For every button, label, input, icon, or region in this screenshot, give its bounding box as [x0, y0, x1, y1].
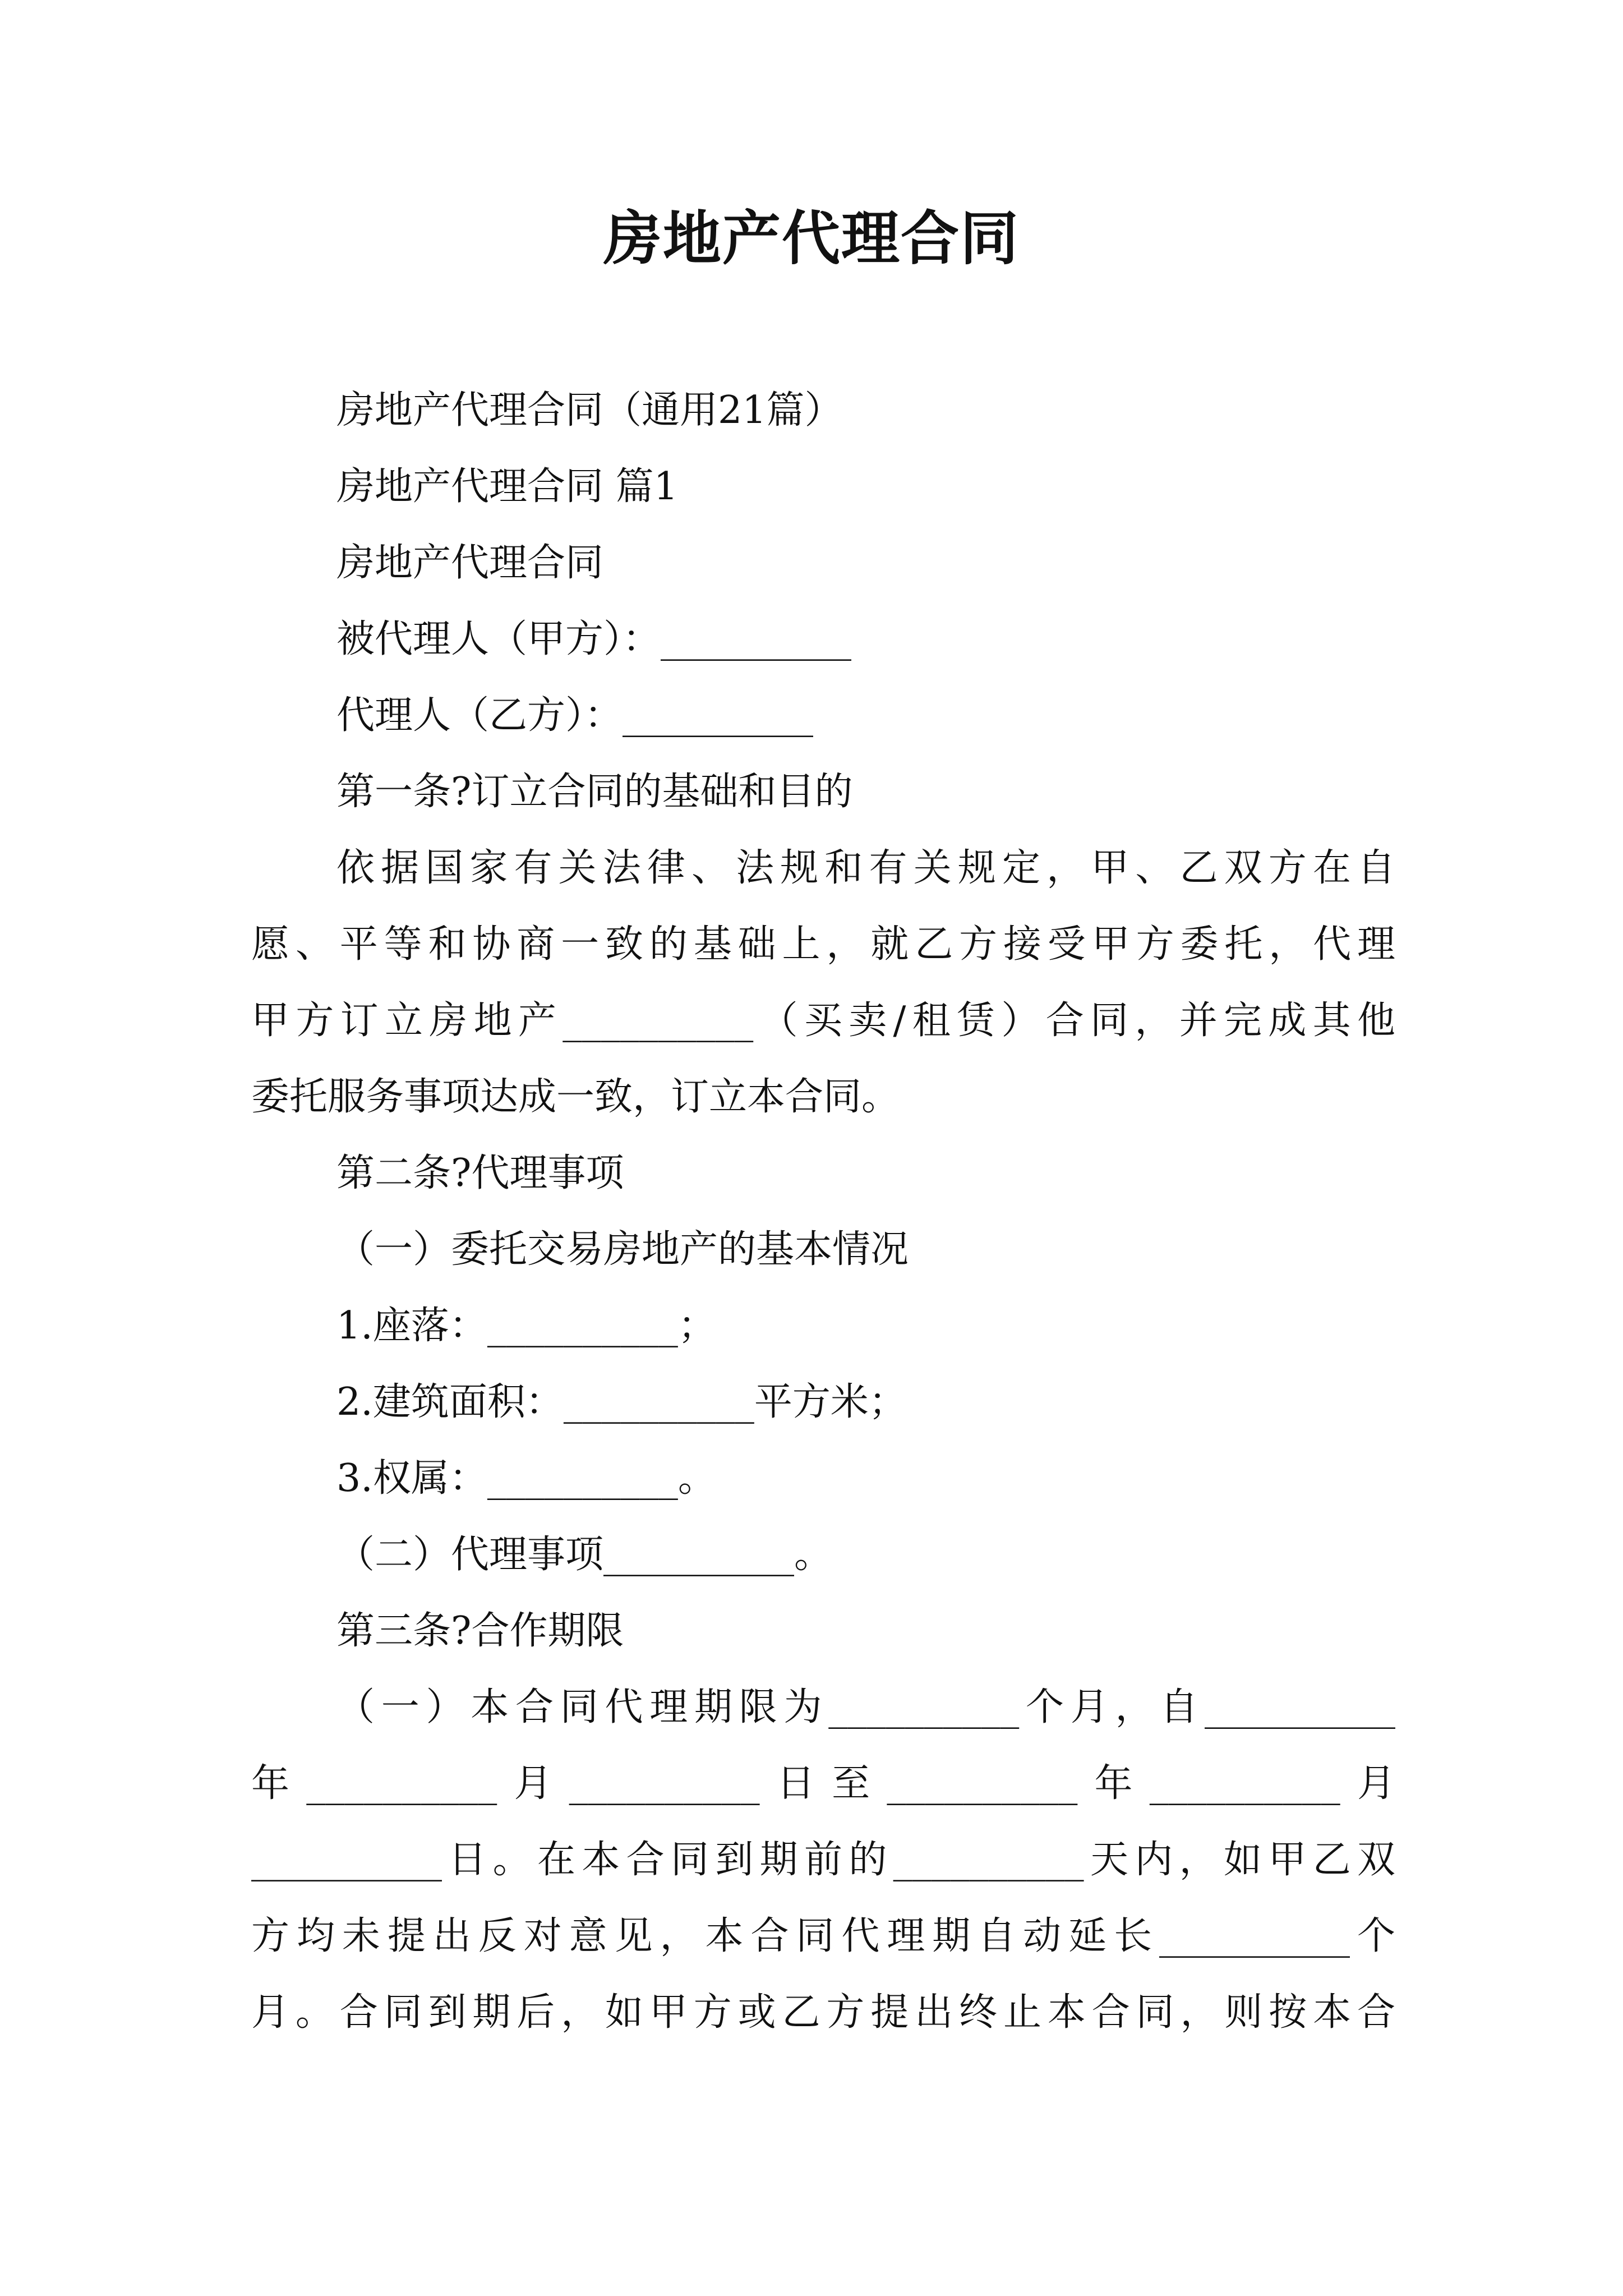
- doc-line-11: 第二条?代理事项: [336, 1151, 624, 1195]
- doc-line-16: （二）代理事项__________。: [336, 1533, 833, 1577]
- doc-line-3: 房地产代理合同: [336, 541, 604, 585]
- doc-line-18: （一）本合同代理期限为__________个月，自__________: [336, 1685, 1395, 1729]
- doc-line-21: 方均未提出反对意见，本合同代理期自动延长__________个: [251, 1914, 1395, 1958]
- doc-line-1: 房地产代理合同（通用21篇）: [336, 388, 843, 432]
- doc-line-6: 第一条?订立合同的基础和目的: [336, 770, 853, 814]
- doc-line-20: __________日。在本合同到期前的__________天内，如甲乙双: [251, 1838, 1395, 1882]
- doc-line-19: 年__________月__________日至__________年__________月: [251, 1761, 1395, 1806]
- doc-line-2: 房地产代理合同 篇1: [336, 464, 678, 509]
- doc-line-5: 代理人（乙方）：__________: [336, 693, 814, 738]
- doc-line-22: 月。合同到期后，如甲方或乙方提出终止本合同，则按本合: [251, 1990, 1395, 2035]
- doc-line-4: 被代理人（甲方）：__________: [336, 617, 852, 661]
- doc-line-13: 1.座落：__________；: [336, 1304, 716, 1348]
- doc-line-17: 第三条?合作期限: [336, 1609, 624, 1653]
- doc-line-10: 委托服务事项达成一致，订立本合同。: [251, 1075, 900, 1119]
- doc-line-15: 3.权属：__________。: [336, 1456, 716, 1501]
- document-title: 房地产代理合同: [603, 204, 1020, 273]
- doc-line-12: （一）委托交易房地产的基本情况: [336, 1227, 909, 1272]
- doc-line-14: 2.建筑面积：__________平方米；: [336, 1380, 907, 1424]
- doc-line-9: 甲方订立房地产__________（买卖/租赁）合同，并完成其他: [251, 999, 1395, 1043]
- doc-line-7: 依据国家有关法律、法规和有关规定，甲、乙双方在自: [336, 846, 1395, 890]
- doc-line-8: 愿、平等和协商一致的基础上，就乙方接受甲方委托，代理: [251, 922, 1395, 967]
